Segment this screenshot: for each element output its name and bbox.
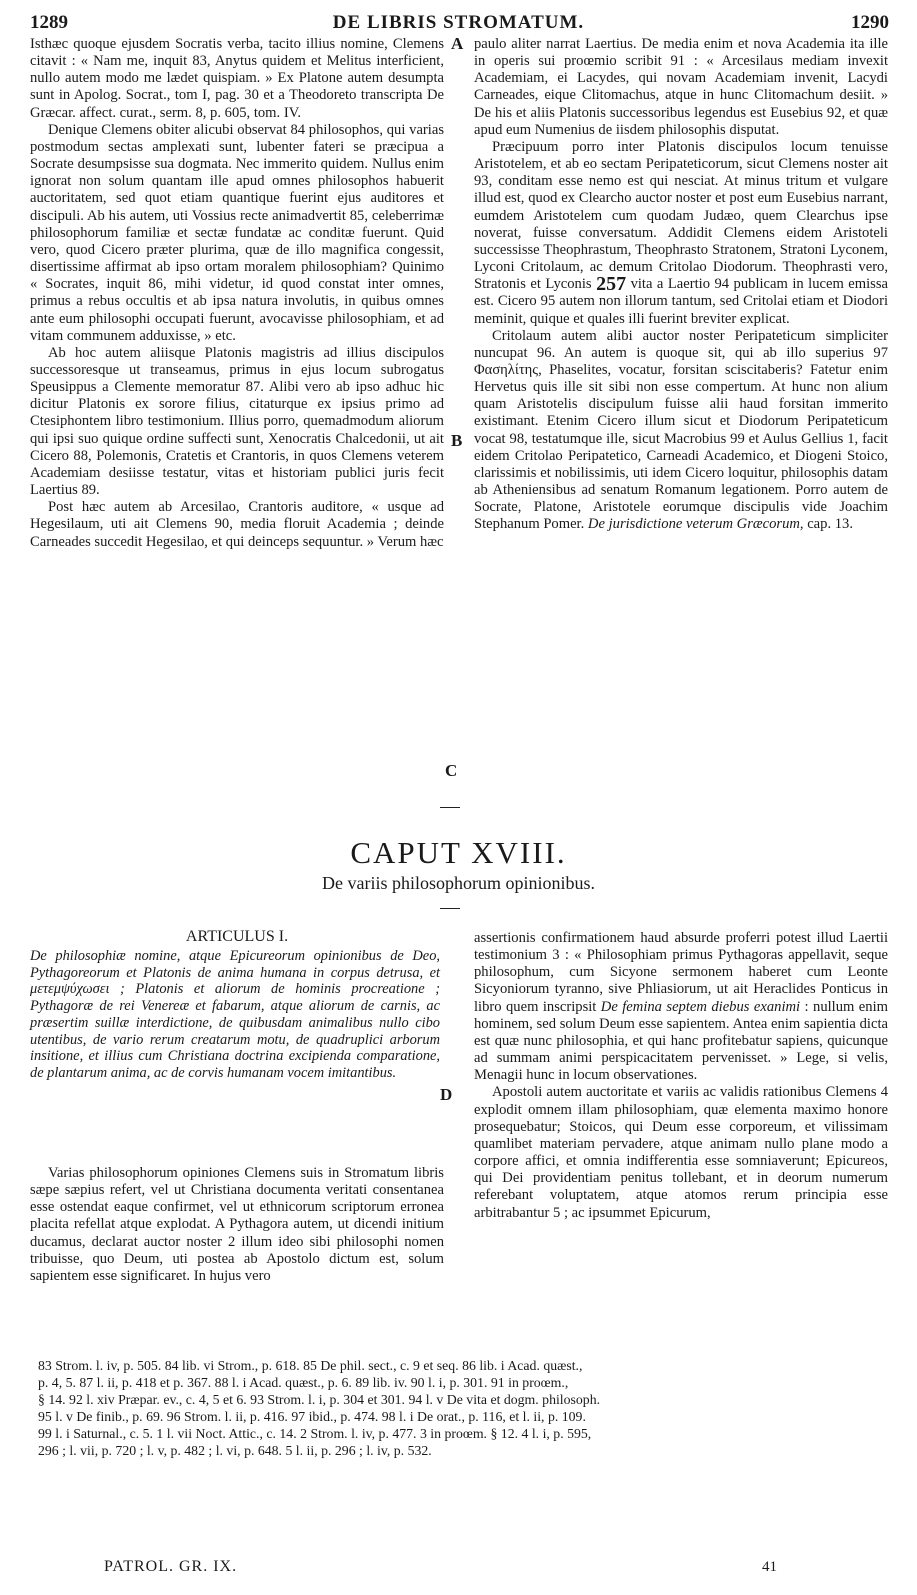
edition-page-marker: 257 [596,273,627,296]
footnote-line: 99 l. i Saturnal., c. 5. 1 l. vii Noct. Attic., c. 14. 2 Strom. l. iv, p. 477. 3 in proœm. § 12. 4 l. i, p. 595, [38,1426,592,1441]
section-marker-c: C [445,761,458,780]
cited-work-title-2: De femina septem diebus exanimi [600,998,801,1015]
chapter-divider-top [440,807,460,808]
article-right-paragraph-1-text: assertionis confirmationem haud absurde proferri potest illud Laertii testimonium 3 : « Philosophiam primus Pythagoras appellavit, seque philosophum, cum Sicyone sermonem haberet cum Leonte Sicyoniorum tyranno, sive Phliasiorum, ut ait Heraclides Ponticus in libro quem inscripsit [474,930,888,1015]
left-paragraph-3: Ab hoc autem aliisque Platonis magistris ad illius discipulos successoresque ut transeamus, primus in ejus locum subrogatus Speusippus a Clemente memoratur 87. Alibi vero ab ipso adhuc hic dicitur Platonis ex sorore filius, citaturque ex ipsius primo ad Ctesiphontem libro testimonium. Illius porro, quemadmodum aliorum qui ipsi suo quique ordine suffecti sunt, Xenocratis Chalcedonii, ut ait Cicero 88, Polemonis, Cratetis et Crantoris, in quos Clemens veterem Academiam desiisse testatur, vitas et historiam publici juris fecit Laertius 89. [30,344,444,499]
right-paragraph-1: paulo aliter narrat Laertius. De media enim et nova Academia ita ille in operis sui proœmio scribit 91 : « Arcesilaus mediam invexit Academiam, ei Lacydes, qui novam Academiam invenit, Lacydi Carneades, eique Clitomachus, atque in hunc Clitomachum desiit. » De his et aliis Platonis successoribus legendus est Eusebius 92, et quæ apud eum Numenius de iisdem philosophis disputat. [474,36,888,138]
running-title: DE LIBRIS STROMATUM. [332,12,585,33]
right-paragraph-2-rest: vita a Laertio 94 publicam in lucem emissa est. Cicero 95 autem non illorum tantum, sed Critolai etiam et Diodori meminit, quique et quales illi fuerint breviter explicat. [474,276,889,327]
chapter-subtitle: De variis philosophorum opinionibus. [322,873,595,893]
right-paragraph-3-end: , cap. 13. [799,516,853,533]
right-paragraph-3-text: Critolaum autem alibi auctor noster Peripateticum simpliciter nuncupat 96. An autem is quoque sit, qui ab illo superius 97 Φασηλίτης, Phaselites, vocatur, forsitan sciscitaberis? Fatetur enim Hervetus quis ille sit sibi non esse compertum. At hunc non alium quam Aristotelis discipulum fuisse alii haud forsitan immerito existimant. Etenim Cicero illum sicut et Diodorum Peripateticum vocat 98, testatumque ille, sicut Macrobius 99 et Aulus Gellius 1, facit eidem Critolao Peripatetico, Carneadi Academico, et Diogeni Stoico, clarissimis et nobilissimis, uti idem Cicero loquitur, philosophis datam ab Atheniensibus ad senatum Romanum legationem. Porro autem de Socrate, Platone, Aristotele eorumque discipulis vide Joachim Stephanum Pomer. [474,327,888,533]
article-left-paragraph: Varias philosophorum opiniones Clemens suis in Stromatum libris sæpe sæpius refert, vel ut Christiana documenta veritati consentanea esse ostendat eaque confirmet, vel ut ethnicorum scriptorum erronea placita refellat atque explodat. A Pythagora autem, ut dicendi initium ducamus, declarat auctor noster 2 illum ideo sibi philosophi nomen tribuisse, quo Deum, uti postea ab Apostolo dictum est, solum sapientem esse significaret. In hujus vero [30,1165,444,1284]
chapter-title: CAPUT XVIII. [350,835,567,870]
section-marker-b: B [451,431,463,450]
section-marker-d: D [440,1085,453,1104]
cited-work-title: De jurisdictione veterum Græcorum [587,516,800,533]
section-marker-a: A [451,34,464,53]
chapter-divider-bottom [440,908,460,909]
left-paragraph-1: Isthæc quoque ejusdem Socratis verba, tacito illius nomine, Clemens citavit : « Nam me, inquit 83, Anytus quidem et Melitus interficient, nullo autem modo me lædet quispiam. » Ex Platone autem desumpta sunt in Apolog. Socrat., tom I, pag. 30 et a Theodoreto transcripta De Græcar. affect. curat., serm. 8, p. 605, tom. IV. [30,36,444,121]
right-paragraph-3 [474,328,888,534]
right-column-upper [474,36,888,534]
signature-mark: PATROL. GR. IX. [104,1558,238,1575]
footnote-line: 95 l. v De finib., p. 69. 96 Strom. l. ii, p. 416. 97 ibid., p. 474. 98 l. i De orat., p. 116, et l. ii, p. 109. [38,1409,586,1424]
right-paragraph-2-text: Præcipuum porro inter Platonis discipulos locum tenuisse Aristotelem, et ab eo sectam Peripateticorum, sicut Clemens noster ait 93, conditam esse nemo est qui nesciat. At minus tritum et vulgare illud est, quod ex Clearcho auctor noster et post eum Eusebius narrant, eumdem Aristotelem cum quodam Judæo, quem Clearchus ipse noverat, fuisse conversatum. Addidit Clemens eidem Aristoteli successisse Theophrastum, Theophrasto Stratonem, Stratoni Lyconem, Lyconi Critolaum, ac demum Critolao Diodorum. Theophrasti vero, Stratonis et Lyconis [474,138,888,293]
left-paragraph-2: Denique Clemens obiter alicubi observat 84 philosophos, qui varias postmodum sectas amplexati sunt, lubenter fateri se præcipua a Socrate desumpsisse sua dogmata. Nec immerito quidem. Nullus enim ignorat non solum quantam ille apud omnes philosophos habuerit auctoritatem, sed quot etiam quantique fuerint ejus auditores et discipuli. Ab his autem, uti Vossius recte animadvertit 85, celeberrimæ philosophorum familiæ et sectæ fundatæ ac conditæ fuerunt. Quid vero, quod Cicero præter plurima, quæ de illo magnifica congessit, disertissime affirmat ab ipso ortam moralem philosophiam? Quinimo « Socrates, inquit 86, mihi videtur, id quod constat inter omnes, primus a rebus occultis et ab ipsa natura involutis, in quibus omnes ante eum philosophi occupati fuerunt, avocavisse philosophiam, et ad vitam communem adduxisse, » etc. [30,121,444,344]
article-right-paragraph-1 [474,930,888,1084]
footnote-line: 83 Strom. l. iv, p. 505. 84 lib. vi Strom., p. 618. 85 De phil. sect., c. 9 et seq. 86 lib. i Acad. quæst., [38,1358,583,1373]
page-number-right: 1290 [851,12,889,33]
left-column-lower [30,1165,444,1285]
right-column-lower [474,930,888,1222]
article-summary: De philosophiæ nomine, atque Epicureorum opinionibus de Deo, Pythagoreorum et Platonis de anima humana in corpus detrusa, et μετεμψύχωσει ; Platonis et aliorum de hominis procreatione ; Pythagoræ de rei Venereæ et fabarum, atque aliorum de carnis, ac præsertim suillæ interdictione, de quibusdam animalibus nullo cibo utentibus, de vario rerum creatarum motu, de quadruplici arborum insitione, et illius cum Christiana doctrina excipienda comparatione, de plantarum anima, ac de corvis humanam vocem imitantibus. [30,948,440,1081]
article-heading: ARTICULUS I. [185,928,289,945]
left-paragraph-4: Post hæc autem ab Arcesilao, Crantoris auditore, « usque ad Hegesilaum, uti ait Clemens 90, media floruit Academia ; deinde Carneades succedit Hegesilao, et qui deinceps sequuntur. » Verum hæc [30,499,444,550]
article-right-paragraph-2: Apostoli autem auctoritate et variis ac validis rationibus Clemens 4 explodit omnem illam philosophiam, quæ elementa maximo honore prosequebatur; Stoicos, qui Deum esse corporeum, et vilissimam quamlibet materiam pervadere, atque animam nullo plane modo a corpore affici, et omnia indifferentia esse somniaverunt; Epicureos, qui Dei providentiam penitus tollebant, et in deorum numerum referebant voluptatem, atque atomos rerum principia esse arbitrabantur 5 ; ac ipsummet Epicurum, [474,1084,888,1221]
footnote-line: p. 4, 5. 87 l. ii, p. 418 et p. 367. 88 l. i Acad. quæst., p. 6. 89 lib. iv. 90 l. i, p. 301. 91 in proœm., [38,1375,569,1390]
leaf-number: 41 [762,1559,777,1575]
page-number-left: 1289 [30,12,68,33]
article-right-paragraph-1-rest: : nullum enim hominem, sed solum Deum esse sapientem. Antea enim sapientia dicta est quæ nunc philosophia, et qui hanc profitebatur sapiens, quicunque ad summam animi perspicacitatem pervenisset. » Lege, si velis, Menagii hunc in locum observationes. [474,998,888,1084]
footnote-line: § 14. 92 l. xiv Præpar. ev., c. 4, 5 et 6. 93 Strom. l. i, p. 304 et 301. 94 l. v De vita et dogm. philosoph. [38,1392,601,1407]
right-paragraph-2 [474,139,888,328]
footnote-line: 296 ; l. vii, p. 720 ; l. v, p. 482 ; l. vi, p. 648. 5 l. ii, p. 296 ; l. iv, p. 532. [38,1443,432,1458]
left-column-upper [30,36,444,551]
footnotes [38,1357,898,1459]
